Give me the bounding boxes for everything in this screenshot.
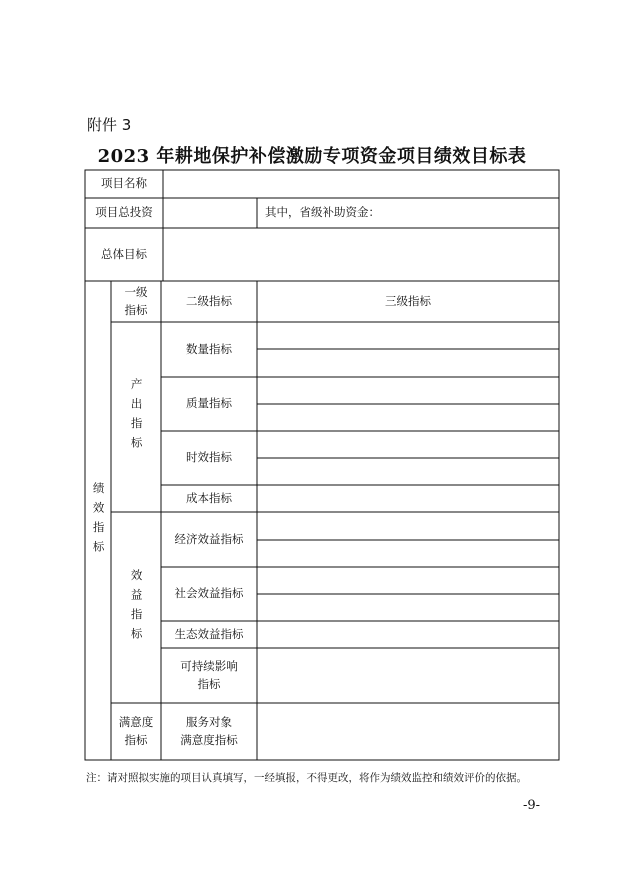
quality-indicator: 质量指标 [186, 396, 232, 411]
page-title: 2023 年耕地保护补偿激励专项资金项目绩效目标表 [97, 146, 527, 167]
total-investment-field[interactable] [163, 198, 257, 228]
provincial-subsidy-label: 其中，省级补助资金： [265, 205, 380, 220]
output-indicators-label [111, 322, 161, 512]
performance-indicators-text: 绩效指标 [91, 481, 106, 560]
project-name-field[interactable] [163, 170, 559, 198]
overall-goal-field[interactable] [163, 228, 559, 281]
social-benefit-indicator: 社会效益指标 [174, 586, 244, 601]
benefit-indicators-text: 效益指标 [129, 568, 144, 647]
page-number: -9- [523, 798, 541, 813]
total-investment-label: 项目总投资 [95, 205, 153, 220]
service-satisfaction-indicator: 服务对象 满意度指标 [180, 715, 238, 747]
level1-header: 一级 指标 [124, 285, 148, 317]
sustainable-impact-indicator: 可持续影响 指标 [180, 659, 238, 691]
attachment-label: 附件 3 [87, 116, 132, 134]
output-indicators-text: 产出指标 [129, 378, 144, 456]
economic-benefit-indicator: 经济效益指标 [174, 531, 244, 546]
level3-header: 三级指标 [385, 293, 431, 308]
project-name-label: 项目名称 [101, 176, 147, 191]
ecological-benefit-indicator: 生态效益指标 [174, 626, 244, 641]
satisfaction-label: 满意度 指标 [118, 715, 154, 747]
overall-goal-label: 总体目标 [101, 246, 147, 261]
benefit-indicators-label [111, 512, 161, 703]
level2-header: 二级指标 [186, 293, 232, 308]
performance-indicators-label [85, 281, 111, 760]
timeliness-indicator: 时效指标 [186, 450, 232, 465]
cost-indicator: 成本指标 [186, 490, 232, 505]
footnote: 注：请对照拟实施的项目认真填写，一经填报，不得更改，将作为绩效监控和绩效评价的依据。 [86, 772, 527, 784]
quantity-indicator: 数量指标 [186, 341, 232, 356]
